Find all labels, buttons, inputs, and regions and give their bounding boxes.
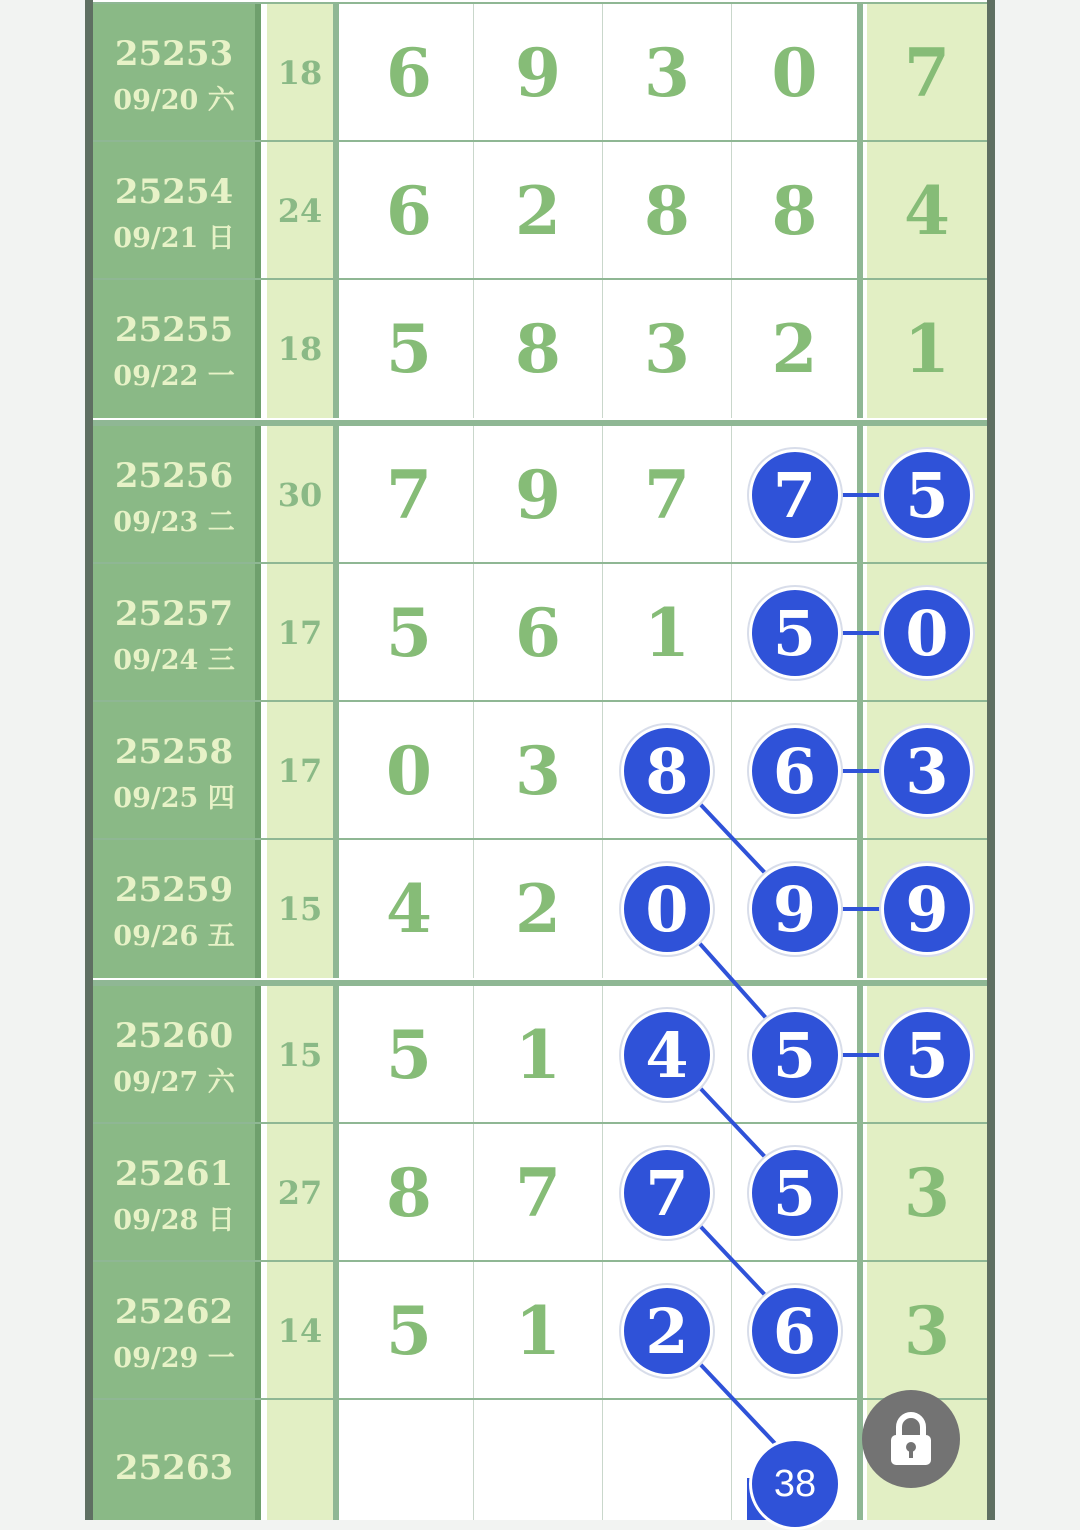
issue-date: 09/27 六 — [113, 1067, 235, 1098]
right-frame-border — [987, 0, 995, 1520]
lock-icon — [887, 1411, 935, 1467]
digit-cell-1: 7 — [345, 426, 474, 564]
digit-cell-1: 5 — [345, 280, 474, 418]
extra-cell: 7 — [867, 4, 987, 142]
issue-date: 09/21 日 — [113, 223, 235, 254]
digit-cell-1: 5 — [345, 1262, 474, 1400]
extra-cell: 4 — [867, 142, 987, 280]
sum-cell: 17 — [267, 702, 339, 840]
highlight-ball: 0 — [621, 863, 713, 955]
digit-cell-2: 6 — [474, 564, 603, 702]
digit-cell-2: 2 — [474, 142, 603, 280]
sum-cell: 18 — [267, 280, 339, 418]
highlight-ball: 4 — [621, 1009, 713, 1101]
issue-number: 25261 — [114, 1154, 234, 1194]
sum-cell: 17 — [267, 564, 339, 702]
issue-number: 25256 — [114, 456, 234, 496]
trend-table — [93, 0, 987, 1520]
sum-cell: 30 — [267, 426, 339, 564]
highlight-ball: 5 — [881, 1009, 973, 1101]
digit-cell-3: 8 — [603, 142, 732, 280]
sum-cell: 14 — [267, 1262, 339, 1400]
highlight-ball: 5 — [749, 1009, 841, 1101]
issue-date: 09/22 一 — [113, 361, 235, 392]
issue-number: 25255 — [114, 310, 234, 350]
count-badge[interactable]: 38 — [749, 1438, 841, 1530]
digit-cell-1: 5 — [345, 564, 474, 702]
sum-cell: 15 — [267, 986, 339, 1124]
sum-cell: 27 — [267, 1124, 339, 1262]
digit-cell-1: 8 — [345, 1124, 474, 1262]
highlight-ball: 7 — [621, 1147, 713, 1239]
issue-date: 09/29 一 — [113, 1343, 235, 1374]
highlight-ball: 0 — [881, 587, 973, 679]
issue-date: 09/25 四 — [113, 783, 235, 814]
digit-cell-4: 8 — [732, 142, 863, 280]
digit-cell-1: 6 — [345, 4, 474, 142]
digit-cell-4: 0 — [732, 4, 863, 142]
highlight-ball: 9 — [881, 863, 973, 955]
digit-cell-4: 2 — [732, 280, 863, 418]
digit-cell-2: 3 — [474, 702, 603, 840]
left-frame-border — [85, 0, 93, 1520]
digit-cell-1: 4 — [345, 840, 474, 978]
extra-cell: 3 — [867, 1262, 987, 1400]
issue-date: 09/28 日 — [113, 1205, 235, 1236]
digit-cell-2: 9 — [474, 426, 603, 564]
digit-cell-2: 7 — [474, 1124, 603, 1262]
highlight-ball: 7 — [749, 449, 841, 541]
digit-cell-2: 2 — [474, 840, 603, 978]
trend-lines — [93, 0, 987, 1520]
issue-number: 25259 — [114, 870, 234, 910]
highlight-ball: 8 — [621, 725, 713, 817]
digit-cell-2: 1 — [474, 1262, 603, 1400]
extra-cell: 1 — [867, 280, 987, 418]
issue-number: 25254 — [114, 172, 234, 212]
sum-cell: 24 — [267, 142, 339, 280]
digit-cell-3: 7 — [603, 426, 732, 564]
highlight-ball: 5 — [749, 587, 841, 679]
digit-cell-2: 8 — [474, 280, 603, 418]
digit-cell-1: 0 — [345, 702, 474, 840]
digit-cell-3: 3 — [603, 4, 732, 142]
digit-cell-2: 1 — [474, 986, 603, 1124]
highlight-ball: 3 — [881, 725, 973, 817]
highlight-ball: 6 — [749, 1285, 841, 1377]
digit-cell-1: 6 — [345, 142, 474, 280]
sum-cell: 18 — [267, 4, 339, 142]
issue-date: 09/20 六 — [113, 85, 235, 116]
highlight-ball: 5 — [749, 1147, 841, 1239]
issue-number: 25253 — [114, 34, 234, 74]
digit-cell-3: 3 — [603, 280, 732, 418]
highlight-ball: 6 — [749, 725, 841, 817]
issue-number: 25262 — [114, 1292, 234, 1332]
highlight-ball: 2 — [621, 1285, 713, 1377]
issue-number: 25258 — [114, 732, 234, 772]
sum-cell: 15 — [267, 840, 339, 978]
issue-date: 09/23 二 — [113, 507, 235, 538]
highlight-ball: 9 — [749, 863, 841, 955]
extra-cell: 3 — [867, 1124, 987, 1262]
digit-cell-2: 9 — [474, 4, 603, 142]
issue-date: 09/24 三 — [113, 645, 235, 676]
digit-cell-1: 5 — [345, 986, 474, 1124]
highlight-ball: 5 — [881, 449, 973, 541]
issue-number: 25257 — [114, 594, 234, 634]
digit-cell-3: 1 — [603, 564, 732, 702]
lock-button[interactable] — [862, 1390, 960, 1488]
issue-date: 09/26 五 — [113, 921, 235, 952]
issue-number: 25263 — [114, 1448, 234, 1488]
issue-number: 25260 — [114, 1016, 234, 1056]
